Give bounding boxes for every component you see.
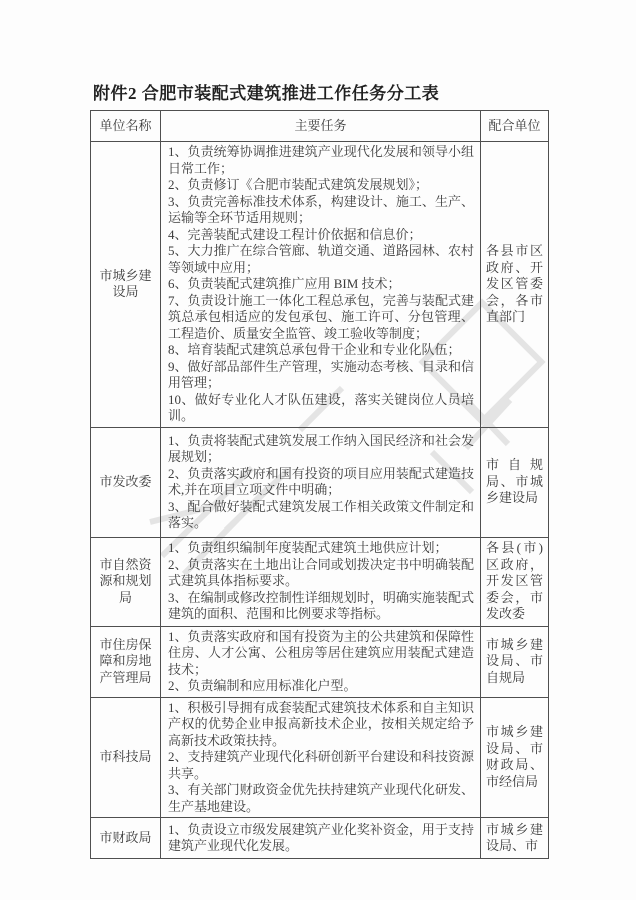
task-item: 3、有关部门财政资金优先扶持建筑产业现代化研发、生产基地建设。 xyxy=(168,782,474,814)
task-item: 3、配合做好装配式建筑发展工作相关政策文件制定和落实。 xyxy=(168,498,474,530)
task-item: 7、负责设计施工一体化工程总承包，完善与装配式建筑总承包相适应的发包承包、施工许可、分包管理、工程造价、质量安全监管、竣工验收等制度； xyxy=(168,292,474,341)
task-division-table xyxy=(90,110,549,859)
task-item: 5、大力推广在综合管廊、轨道交通、道路园林、农村等领域中应用； xyxy=(168,243,474,275)
unit-cell: 市住房保障和房地产管理局 xyxy=(91,626,161,697)
task-item: 3、在编制或修改控制性详细规划时，明确实施装配式建筑的面积、范围和比例要求等指标。 xyxy=(168,589,474,622)
tasks-cell xyxy=(161,142,481,428)
task-item: 2、负责落实在土地出让合同或划拨决定书中明确装配式建筑具体指标要求。 xyxy=(168,556,474,589)
partners-cell: 市城乡建设局、市 xyxy=(481,818,549,859)
task-item: 1、积极引导拥有成套装配式建筑技术体系和自主知识产权的优势企业申报高新技术企业，按相关规定给予高新技术政策扶持。 xyxy=(168,699,474,748)
table-row xyxy=(91,427,549,537)
task-item: 8、培育装配式建筑总承包骨干企业和专业化队伍； xyxy=(168,342,461,357)
partners-cell: 各县市区政府、开发区管委会，各市直部门 xyxy=(481,142,549,428)
unit-cell: 市自然资源和规划局 xyxy=(91,537,161,626)
table-header xyxy=(91,111,549,142)
task-item: 2、负责落实政府和国有投资的项目应用装配式建造技术,并在项目立项文件中明确； xyxy=(168,465,474,497)
task-item: 10、做好专业化人才队伍建设，落实关键岗位人员培训。 xyxy=(168,391,474,423)
partners-cell: 各县(市)区政府，开发区管委会，市发改委 xyxy=(481,537,549,626)
unit-cell: 市城乡建设局 xyxy=(91,142,161,428)
task-item: 3、负责完善标准技术体系，构建设计、施工、生产、运输等全环节适用规则； xyxy=(168,193,474,225)
header-unit-name: 单位名称 xyxy=(91,111,161,142)
task-item: 6、负责装配式建筑推广应用 BIM 技术； xyxy=(168,276,401,291)
header-partner-units: 配合单位 xyxy=(481,111,549,142)
table-body xyxy=(91,142,549,859)
partners-cell: 市自规局、市城乡建设局 xyxy=(481,427,549,537)
tasks-cell xyxy=(161,697,481,818)
task-item: 2、负责修订《合肥市装配式建筑发展规划》； xyxy=(168,177,429,192)
task-item: 9、做好部品部件生产管理，实施动态考核、目录和信用管理； xyxy=(168,358,474,390)
page-title: 附件2 合肥市装配式建筑推进工作任务分工表 xyxy=(93,84,440,103)
tasks-cell xyxy=(161,626,481,697)
table-row xyxy=(91,626,549,697)
task-item: 1、负责落实政府和国有投资为主的公共建筑和保障性住房、人才公寓、公租房等居住建筑应用装配式建造技术； xyxy=(168,628,474,677)
unit-cell: 市科技局 xyxy=(91,697,161,818)
header-main-tasks: 主要任务 xyxy=(161,111,481,142)
task-item: 4、完善装配式建设工程计价依据和信息价； xyxy=(168,226,422,242)
task-item: 1、负责设立市级发展建筑产业化奖补资金，用于支持建筑产业现代化发展。 xyxy=(168,821,474,853)
table-row xyxy=(91,818,549,859)
task-item: 2、负责编制和应用标准化户型。 xyxy=(168,678,357,693)
unit-cell: 市财政局 xyxy=(91,818,161,859)
tasks-cell xyxy=(161,537,481,626)
task-item: 1、负责统筹协调推进建筑产业现代化发展和领导小组日常工作； xyxy=(168,144,474,176)
task-item: 1、负责组织编制年度装配式建筑土地供应计划； xyxy=(168,540,448,556)
tasks-cell xyxy=(161,427,481,537)
partners-cell: 市城乡建设局、市财政局、市经信局 xyxy=(481,697,549,818)
task-item: 1、负责将装配式建筑发展工作纳入国民经济和社会发展规划； xyxy=(168,432,474,464)
table-row xyxy=(91,697,549,818)
table-row xyxy=(91,537,549,626)
tasks-cell xyxy=(161,818,481,859)
table-row xyxy=(91,142,549,428)
task-item: 2、支持建筑产业现代化科研创新平台建设和科技资源共享。 xyxy=(168,749,474,781)
partners-cell: 市城乡建设局、市自规局 xyxy=(481,626,549,697)
table-header-row xyxy=(91,111,549,142)
unit-cell: 市发改委 xyxy=(91,427,161,537)
